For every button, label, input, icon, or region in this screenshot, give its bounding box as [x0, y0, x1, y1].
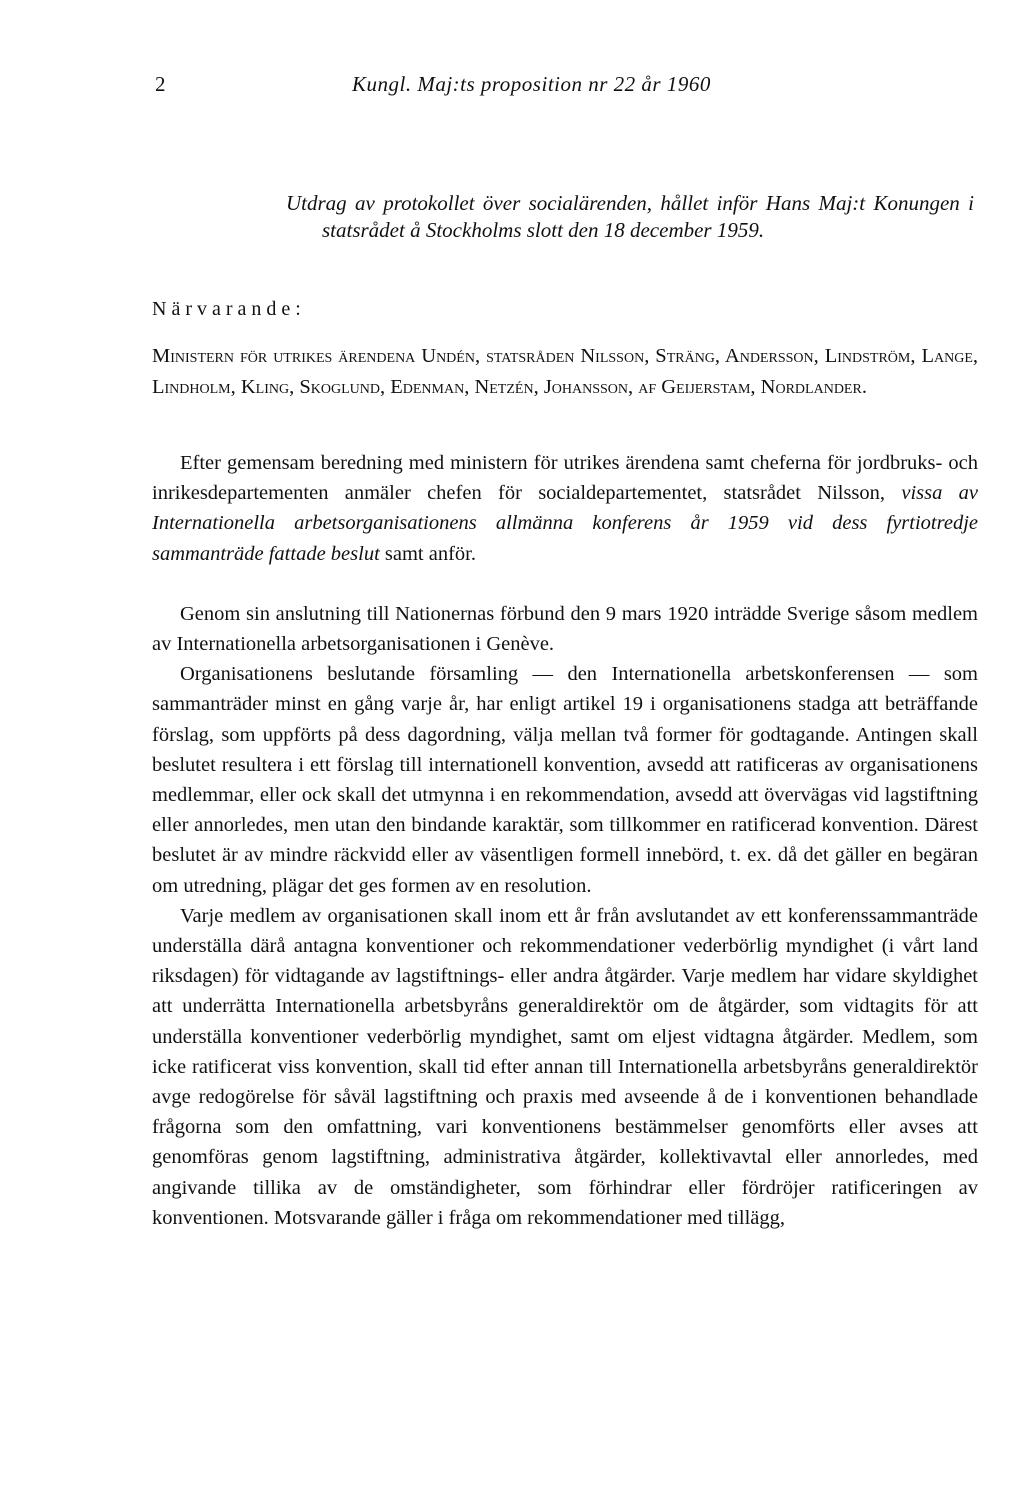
page-header: [0, 72, 1024, 104]
intro-emphasis: vissa av Internationella arbetsorganisationens allmänna konferens år 1959 vid dess fyrtiotredje sammanträde fattade beslut: [152, 482, 978, 565]
intro-text-end: samt anför.: [379, 542, 476, 565]
protocol-extract-heading: Utdrag av protokollet över socialärenden, hållet inför Hans Maj:t Konungen i statsrådet å Stockholms slott den 18 december 1959.: [286, 191, 974, 242]
paragraph-membership: Genom sin anslutning till Nationernas förbund den 9 mars 1920 inträdde Sverige såsom medlem av Internationella arbetsorganisationen i Genève.: [152, 602, 978, 656]
intro-paragraph: [152, 448, 978, 569]
paragraph-obligations: Varje medlem av organisationen skall inom ett år från avslutandet av ett konferenssammanträde underställa därå antagna konventioner och rekommendationer vederbörlig myndighet (i vårt land riksdagen) för vidtagande av lagstiftnings- eller andra åtgärder. Varje medlem har vidare skyldighet att underrätta Internationella arbetsbyråns generaldirektör om de åtgärder, som vidtagits för att underställa konventioner vederbörlig myndighet, samt om eljest vidtagna åtgärder. Medlem, som icke ratificerat viss konvention, skall tid efter annan till Internationella arbetsbyråns generaldirektör avge redogörelse för såväl lagstiftning och praxis med avseende å de i konventionen behandlade frågorna som den omfattning, vari konventionens bestämmelser genomförts eller avses att genomföras genom lagstiftning, administrativa åtgärder, kollektivavtal eller annorledes, med angivande tillika av de omständigheter, som förhindrar eller fördröjer ratificeringen av konventionen. Motsvarande gäller i fråga om rekommendationer med tillägg,: [152, 904, 978, 1229]
body-text: [152, 448, 978, 1233]
attendees-list: Ministern för utrikes ärendena Undén, statsråden Nilsson, Sträng, Andersson, Lindström, Lange, Lindholm, Kling, Skoglund, Edenman, Netzén, Johansson, af Geijerstam, Nordlander.: [152, 345, 978, 398]
attendance-label: Närvarande:: [152, 298, 306, 320]
running-title: Kungl. Maj:ts proposition nr 22 år 1960: [352, 72, 711, 96]
intro-text-start: Efter gemensam beredning med ministern för utrikes ärendena samt cheferna för jordbruks- och inrikesdepartementen anmäler chefen för socialdepartementet, statsrådet Nilsson,: [152, 452, 978, 505]
page-number: 2: [155, 72, 166, 96]
paragraph-conference: Organisationens beslutande församling — den Internationella arbetskonferensen — som sammanträder minst en gång varje år, har enligt artikel 19 i organisationens stadga att beträffande förslag, som uppförts på dess dagordning, välja mellan två former för godtagande. Antingen skall beslutet resultera i ett förslag till internationell konvention, avsedd att ratificeras av organisationens medlemmar, eller ock skall det utmynna i en rekommendation, avsedd att övervägas vid lagstiftning eller annorledes, men utan den bindande karaktär, som tillkommer en ratificerad konvention. Därest beslutet är av mindre räckvidd eller av väsentligen formell innebörd, t. ex. då det gäller en begäran om utredning, plägar det ges formen av en resolution.: [152, 663, 978, 897]
